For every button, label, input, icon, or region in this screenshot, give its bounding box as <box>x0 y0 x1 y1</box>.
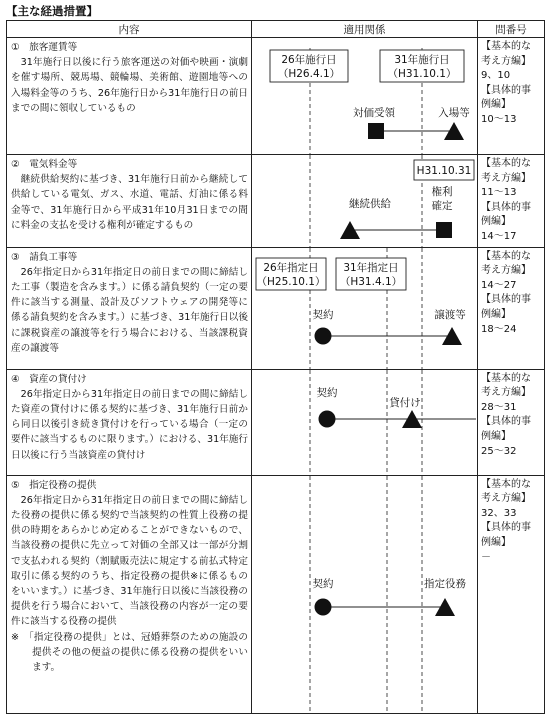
event-label: 貸付け <box>389 396 421 409</box>
row-title: ④ 資産の貸付け <box>11 373 87 385</box>
table-row <box>7 475 545 713</box>
table-row <box>7 38 545 155</box>
transitional-measures-table <box>6 20 545 714</box>
ref-line: 【基本的な <box>481 41 531 52</box>
circle-marker <box>315 598 332 615</box>
row-body: 31年施行日以後に行う旅客運送の対価や映画・演劇を催す場所、競馬場、競輪場、美術館、遊園地等への入場料金等のうち、26年施行日から31年施行日の前日までの間に領収しているもの <box>11 57 248 114</box>
ref-line: 25～32 <box>481 445 517 457</box>
ref-line: 18～24 <box>481 323 517 335</box>
ref-line: 【具体的事 <box>481 294 531 306</box>
content-cell <box>7 155 252 248</box>
circle-marker <box>319 410 336 427</box>
event-label: 継続供給 <box>349 198 391 210</box>
date-box-label: 31年施行日 <box>394 54 450 66</box>
row-body: 26年指定日から31年指定日の前日までの間に締結した資産の貸付けに係る契約に基づき、31年施行日前から同日以後引き続き貸付けを行っている場合（一定の要件に該当するものに限ります。）における、31年施行日以後に行う当該資産の貸付け <box>11 388 248 461</box>
content-cell <box>7 247 252 369</box>
row-body: 継続供給契約に基づき、31年施行日前から継続して供給している電気、ガス、水道、電話、灯油に係る料金等で、31年施行日から平成31年10月31日までの間に料金の支払を受ける権利が確定するもの <box>11 174 248 231</box>
row-body: 26年指定日から31年指定日の前日までの間に締結した工事（製造を含みます。）に係る請負契約（一定の要件に該当する測量、設計及びソフトウェアの開発等に係る請負契約を含みます。）に基づき、31年施行日以後に課税資産の譲渡等を行う場合における、当該課税資産の譲渡等 <box>11 266 248 354</box>
ref-line: 考え方編】 <box>481 55 531 67</box>
header-application: 適用関係 <box>252 21 478 38</box>
table-row <box>7 369 545 475</box>
timeline-diagram <box>252 370 478 476</box>
square-marker <box>368 123 384 139</box>
ref-line: 考え方編】 <box>481 172 531 184</box>
ref-line: 考え方編】 <box>481 265 531 277</box>
event-label: 契約 <box>316 386 338 399</box>
content-cell <box>7 475 252 713</box>
table-row <box>7 155 545 248</box>
ref-line: 考え方編】 <box>481 493 531 505</box>
timeline-diagram <box>252 155 478 247</box>
page-title: 【主な経過措置】 <box>6 4 98 18</box>
event-label: 入場等 <box>438 107 470 119</box>
ref-line: 11～13 <box>481 187 517 199</box>
date-box-label: （H26.4.1） <box>277 68 341 80</box>
timeline-diagram <box>252 248 478 370</box>
ref-line: 【具体的事 <box>481 522 531 534</box>
event-label: 譲渡等 <box>434 308 466 321</box>
refs-cell <box>478 38 545 155</box>
ref-line: 【具体的事 <box>481 84 531 96</box>
row-body: 26年指定日から31年指定日の前日までの間に締結した役務の提供に係る契約で当該契約の性質上役務の提供の時期をあらかじめ定めることができないもので、当該役務の提供に先立って対価の全部又は一部が分割で支払われる契約（割賦販売法に規定する前払式特定取引に係る契約のうち、指定役務の提供※に係るものをいいます。）に基づき、31年施行日以後に当該役務の提供を行う場合において、当該役務の内容が一定の要件に該当する役務の提供 <box>11 494 248 628</box>
content-cell <box>7 38 252 155</box>
ref-line: 32、33 <box>481 507 517 519</box>
date-box-label: H31.10.31 <box>416 165 472 177</box>
date-box-label: （H31.10.1） <box>387 68 457 80</box>
row-title: ① 旅客運賃等 <box>11 42 78 53</box>
row-title: ② 電気料金等 <box>11 159 78 170</box>
ref-line: 例編】 <box>481 536 511 548</box>
ref-line: 【基本的な <box>481 158 531 169</box>
table-header-row <box>7 21 545 38</box>
diagram-cell <box>252 38 478 155</box>
ref-line: 【具体的事 <box>481 416 531 428</box>
event-label: 指定役務 <box>424 577 466 590</box>
ref-line: 28～31 <box>481 401 517 413</box>
row-title: ⑤ 指定役務の提供 <box>11 479 97 491</box>
timeline-diagram <box>252 476 478 714</box>
date-box-label: 31年指定日 <box>343 261 399 274</box>
date-box-label: 26年指定日 <box>263 261 319 274</box>
diagram-cell <box>252 247 478 369</box>
event-label: 契約 <box>312 577 334 590</box>
ref-line: 【基本的な <box>481 372 531 384</box>
diagram-cell <box>252 155 478 248</box>
ref-line: 14～17 <box>481 230 517 242</box>
ref-line: 例編】 <box>481 99 511 111</box>
content-cell <box>7 369 252 475</box>
event-label: 権利 <box>431 186 453 198</box>
ref-line: － <box>481 551 491 563</box>
ref-line: 9、10 <box>481 70 511 82</box>
ref-line: 【基本的な <box>481 478 531 490</box>
square-marker <box>436 222 452 238</box>
row-note: ※ 「指定役務の提供」とは、冠婚葬祭のための施設の提供その他の便益の提供に係る役務の提供をいいます。 <box>11 631 248 673</box>
timeline-diagram <box>252 38 478 155</box>
row-title: ③ 請負工事等 <box>11 251 78 263</box>
header-content: 内容 <box>7 21 252 38</box>
ref-line: 【具体的事 <box>481 201 531 213</box>
ref-line: 例編】 <box>481 430 511 442</box>
diagram-cell <box>252 475 478 713</box>
ref-line: 考え方編】 <box>481 387 531 399</box>
header-question-number: 問番号 <box>478 21 545 38</box>
table-row <box>7 247 545 369</box>
ref-line: 10～13 <box>481 113 517 125</box>
refs-cell <box>478 369 545 475</box>
ref-line: 例編】 <box>481 308 511 320</box>
refs-cell <box>478 155 545 248</box>
circle-marker <box>315 327 332 344</box>
ref-line: 例編】 <box>481 216 511 228</box>
ref-line: 【基本的な <box>481 250 531 262</box>
diagram-cell <box>252 369 478 475</box>
event-label: 契約 <box>312 308 334 321</box>
date-box-label: 26年施行日 <box>281 54 337 66</box>
date-box-label: （H31.4.1） <box>339 275 403 288</box>
ref-line: 14～27 <box>481 279 517 291</box>
refs-cell <box>478 475 545 713</box>
refs-cell <box>478 247 545 369</box>
date-box-label: （H25.10.1） <box>256 275 326 288</box>
event-label: 対価受領 <box>353 107 395 119</box>
event-label: 確定 <box>431 200 453 212</box>
